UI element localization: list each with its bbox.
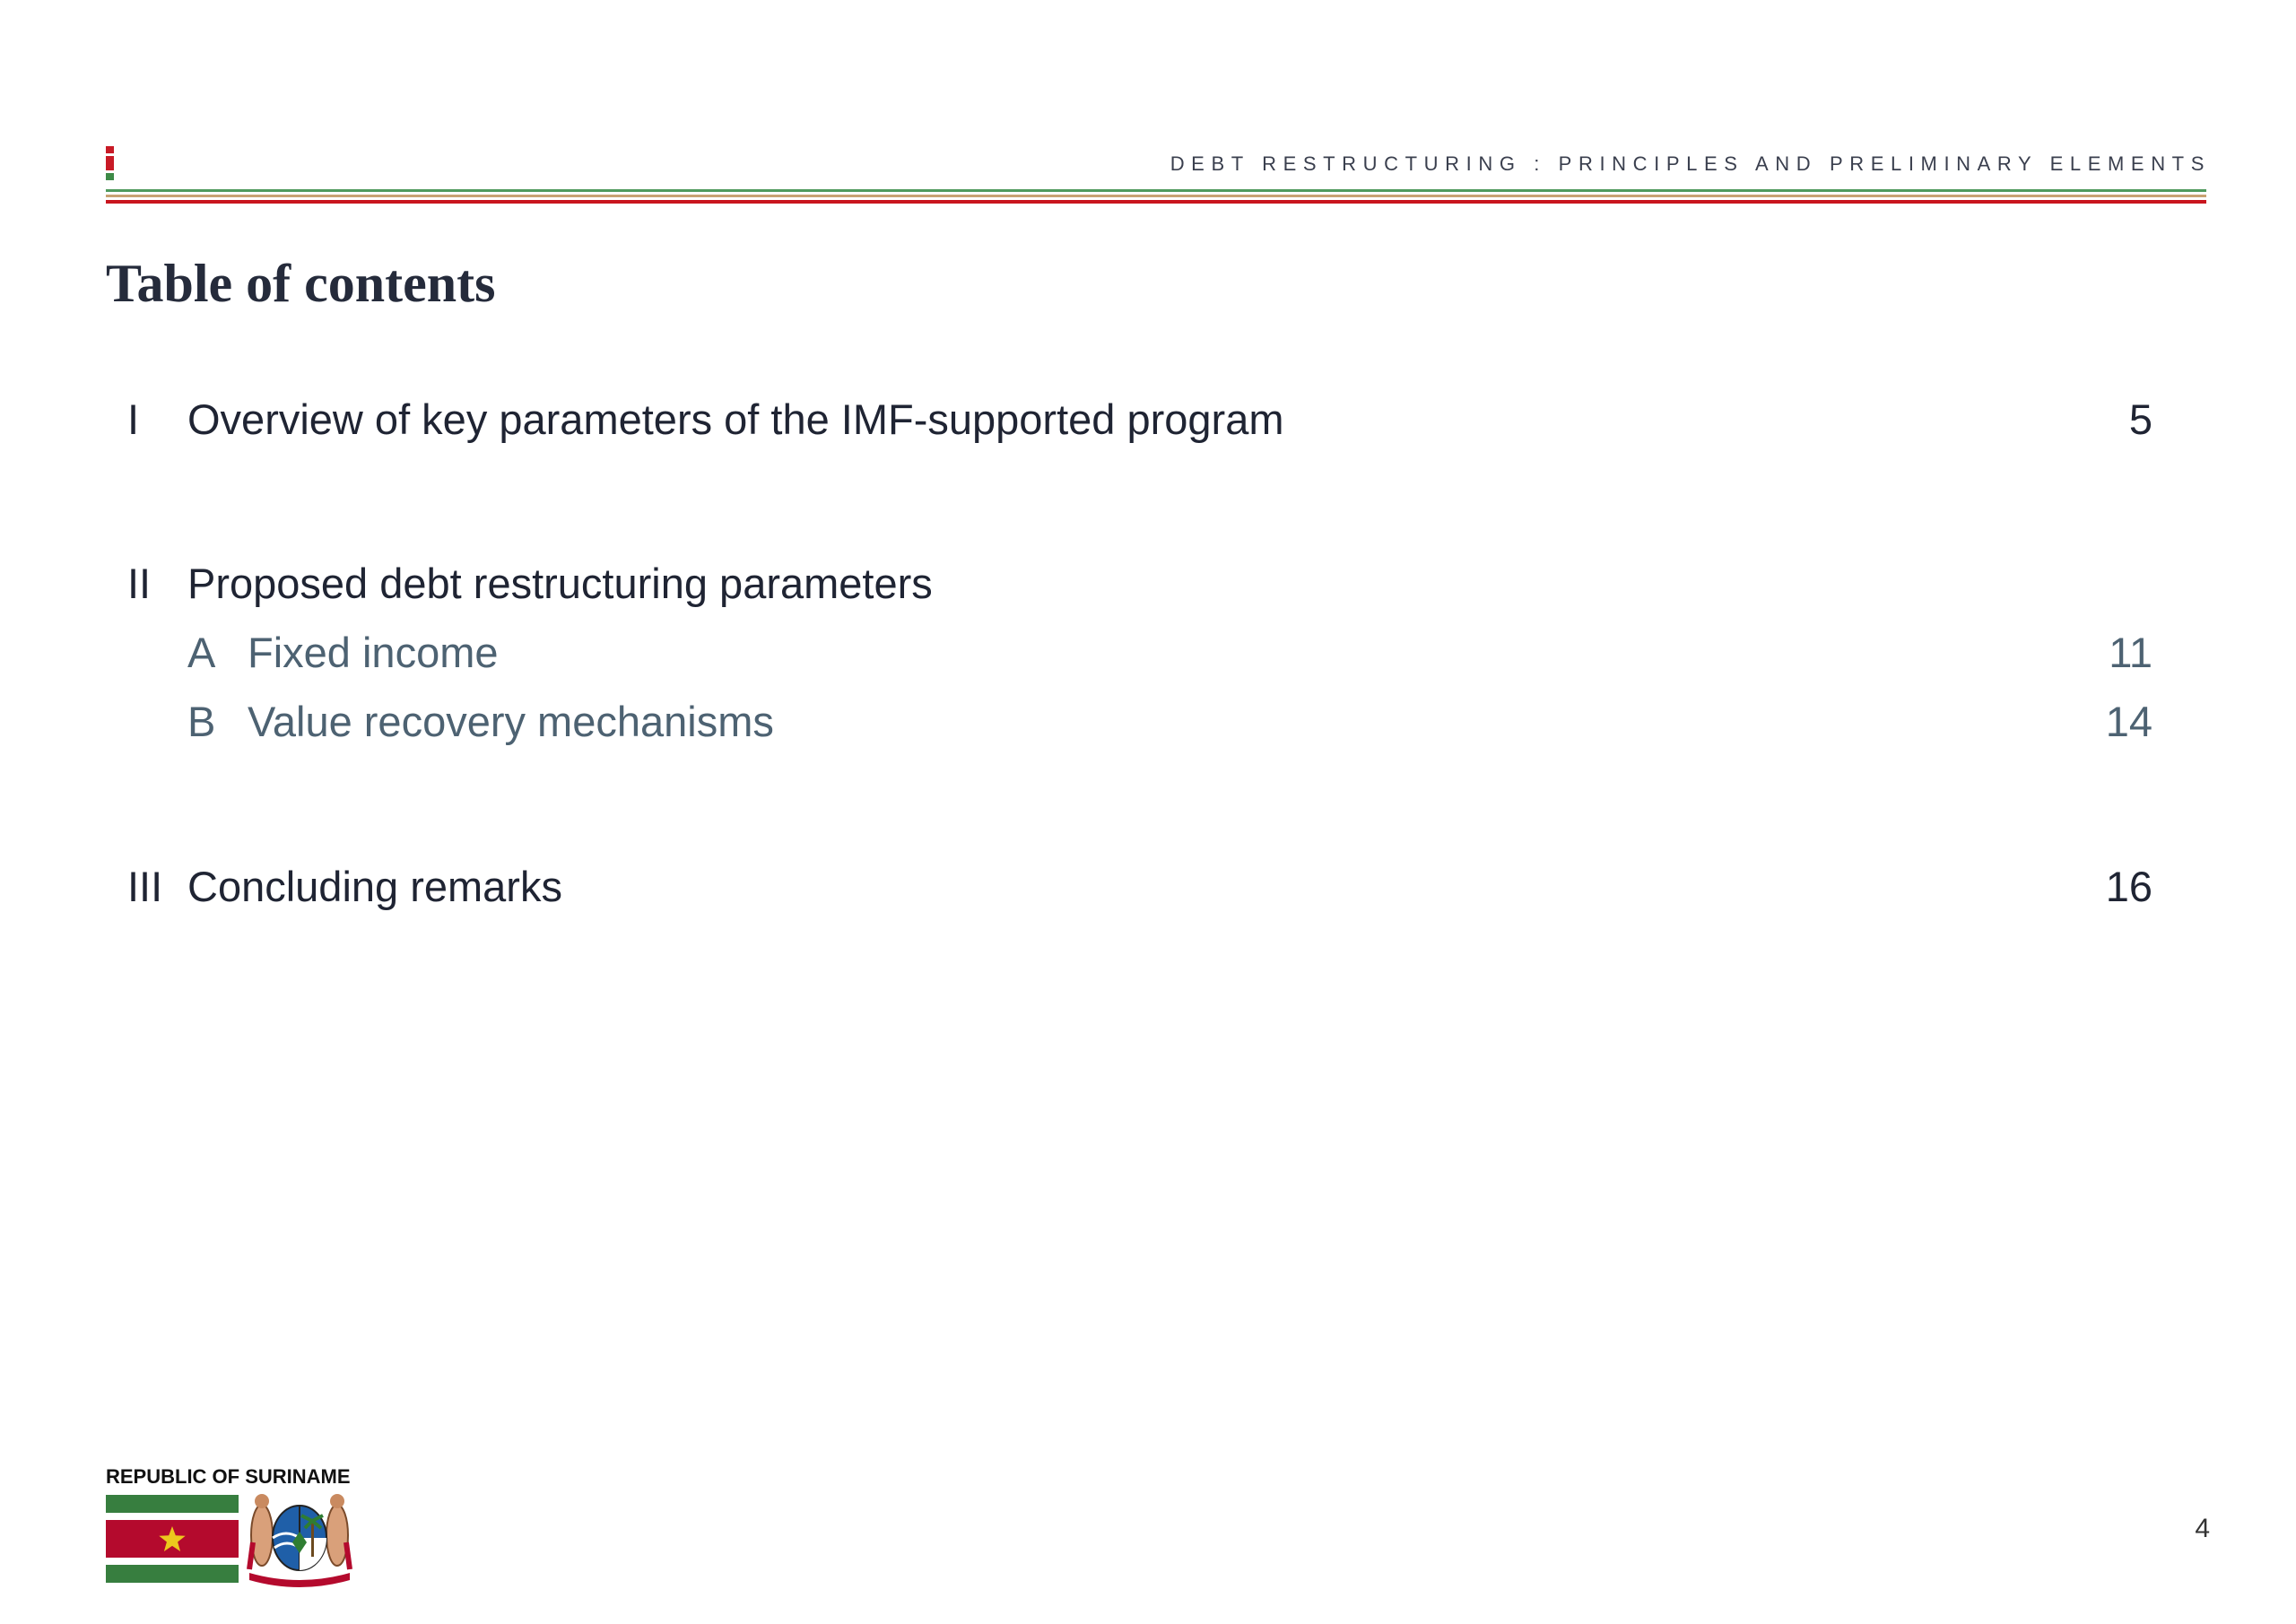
page-title: Table of contents — [106, 254, 496, 313]
suriname-flag-icon — [106, 1495, 239, 1583]
header-rule-red — [106, 200, 2206, 204]
toc-page-number: 11 — [2109, 629, 2152, 676]
toc-subsection-letter: B — [187, 698, 216, 745]
toc-page-number: 16 — [2105, 863, 2152, 910]
coat-of-arms-icon — [246, 1489, 353, 1587]
toc-section-label: Overview of key parameters of the IMF-supported program — [187, 395, 1284, 443]
toc-section-1[interactable] — [0, 395, 2296, 448]
page-number: 4 — [2195, 1514, 2210, 1543]
toc-section-3[interactable] — [0, 862, 2296, 916]
country-caption: REPUBLIC OF SURINAME — [106, 1465, 351, 1488]
toc-subsection-label: Value recovery mechanisms — [248, 698, 774, 745]
toc-subsection-label: Fixed income — [248, 629, 499, 676]
header-rule-tan — [106, 195, 2206, 197]
toc-section-numeral: I — [127, 395, 140, 443]
toc-subsection-letter: A — [187, 629, 216, 676]
toc-page-number: 5 — [2128, 395, 2152, 443]
toc-subsection-a[interactable] — [0, 628, 2296, 682]
toc-subsection-b[interactable] — [0, 697, 2296, 751]
toc-section-label: Concluding remarks — [187, 863, 562, 910]
toc-section-numeral: II — [127, 560, 152, 607]
header-rule-green — [106, 189, 2206, 192]
toc-section-label: Proposed debt restructuring parameters — [187, 560, 933, 607]
toc-section-numeral: III — [127, 863, 163, 910]
toc-page-number: 14 — [2105, 698, 2152, 745]
toc-section-2[interactable] — [0, 559, 2296, 612]
flag-color-mark — [106, 146, 114, 180]
running-header-title: DEBT RESTRUCTURING : PRINCIPLES AND PRELIMINARY ELEMENTS — [1170, 152, 2211, 175]
